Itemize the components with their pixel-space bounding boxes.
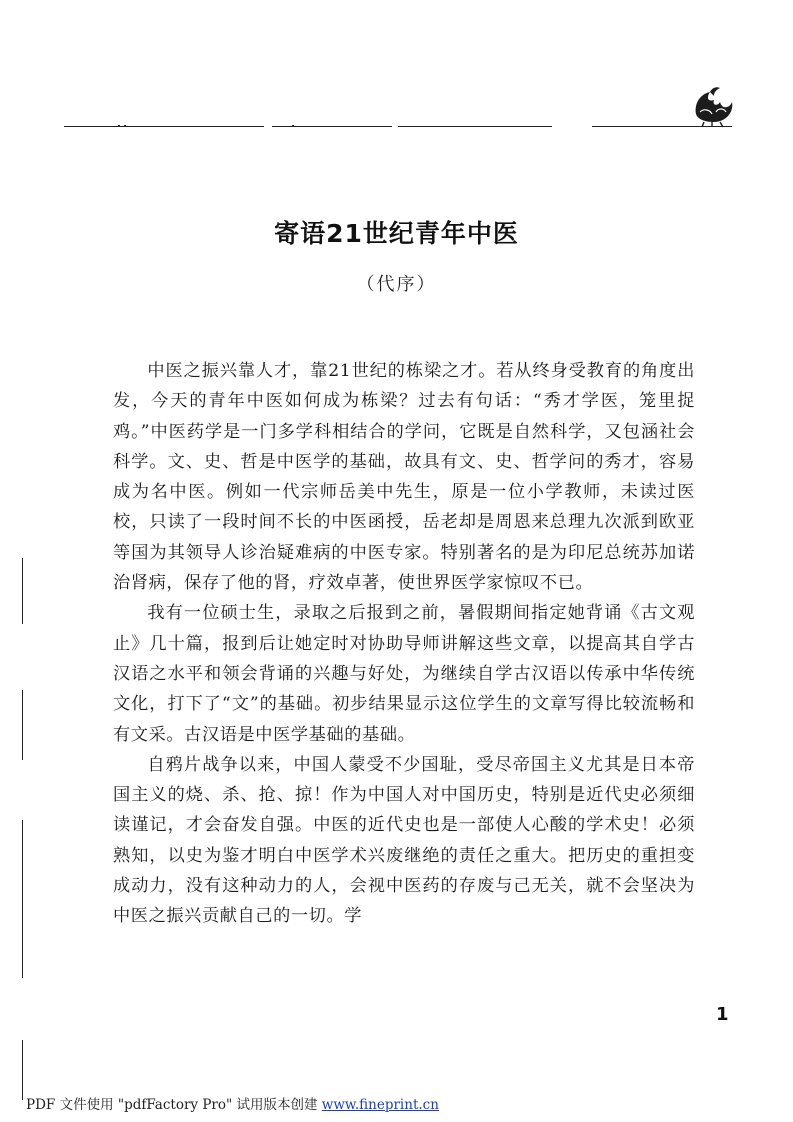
header-rule-segment-1 [64, 126, 264, 127]
header-rule-segment-3 [398, 126, 552, 127]
footer-link[interactable]: www.fineprint.cn [321, 1097, 439, 1113]
paragraph-3: 自鸦片战争以来，中国人蒙受不少国耻，受尽帝国主义尤其是日本帝国主义的烧、杀、抢、掠！作为中国人对中国历史，特别是近代史必须细读谨记，才会奋发自强。中医的近代史也是一部使人心酸的学术史！必须熟知，以史为鉴才明白中医学术兴废继绝的责任之重大。把历史的重担变成动力，没有这种动力的人，会视中医药的存废与己无关，就不会坚决为中医之振兴贡献自己的一切。学 [113, 754, 695, 927]
paragraph-1: 中医之振兴靠人才，靠21世纪的栋梁之才。若从终身受教育的角度出发，今天的青年中医如何成为栋梁？过去有句话：“秀才学医，笼里捉鸡。”中医药学是一门多学科相结合的学问，它既是自然科学，又包涵社会科学。文、史、哲是中医学的基础，故具有文、史、哲学问的秀才，容易成为名中医。例如一代宗师岳美中先生，原是一位小学教师，未读过医校，只读了一段时间不长的中医函授，岳老却是周恩来总理九次派到欧亚等国为其领导人诊治疑难病的中医专家。特别著名的是为印尼总统苏加诺治肾病，保存了他的肾，疗效卓著，使世界医学家惊叹不已。 [113, 361, 695, 594]
article-body [113, 356, 695, 932]
page-title: 寄语21世纪青年中医 [274, 219, 519, 248]
paragraph-2: 我有一位硕士生，录取之后报到之前，暑假期间指定她背诵《古文观止》几十篇，报到后让她定时对协助导师讲解这些文章，以提高其自学古汉语之水平和领会背诵的兴趣与好处，为继续自学古汉语以传承中华传统文化，打下了“文”的基础。初步结果显示这位学生的文章写得比较流畅和有文采。古汉语是中医学基础的基础。 [113, 603, 695, 745]
header-rule-dot [118, 125, 120, 127]
page-number: 1 [716, 1004, 729, 1025]
phoenix-emblem-icon [690, 84, 736, 128]
margin-bar [22, 1040, 23, 1100]
header-rule-segment-2 [272, 126, 392, 127]
page-subtitle: （代序） [356, 274, 437, 295]
header-rule-dot [292, 125, 294, 127]
pdf-footer [26, 1093, 439, 1113]
margin-bar [22, 690, 23, 760]
margin-bar [22, 820, 23, 978]
header-rule-dot [124, 125, 126, 127]
footer-text: PDF 文件使用 "pdfFactory Pro" 试用版本创建 [26, 1097, 322, 1113]
margin-bar [22, 558, 23, 624]
